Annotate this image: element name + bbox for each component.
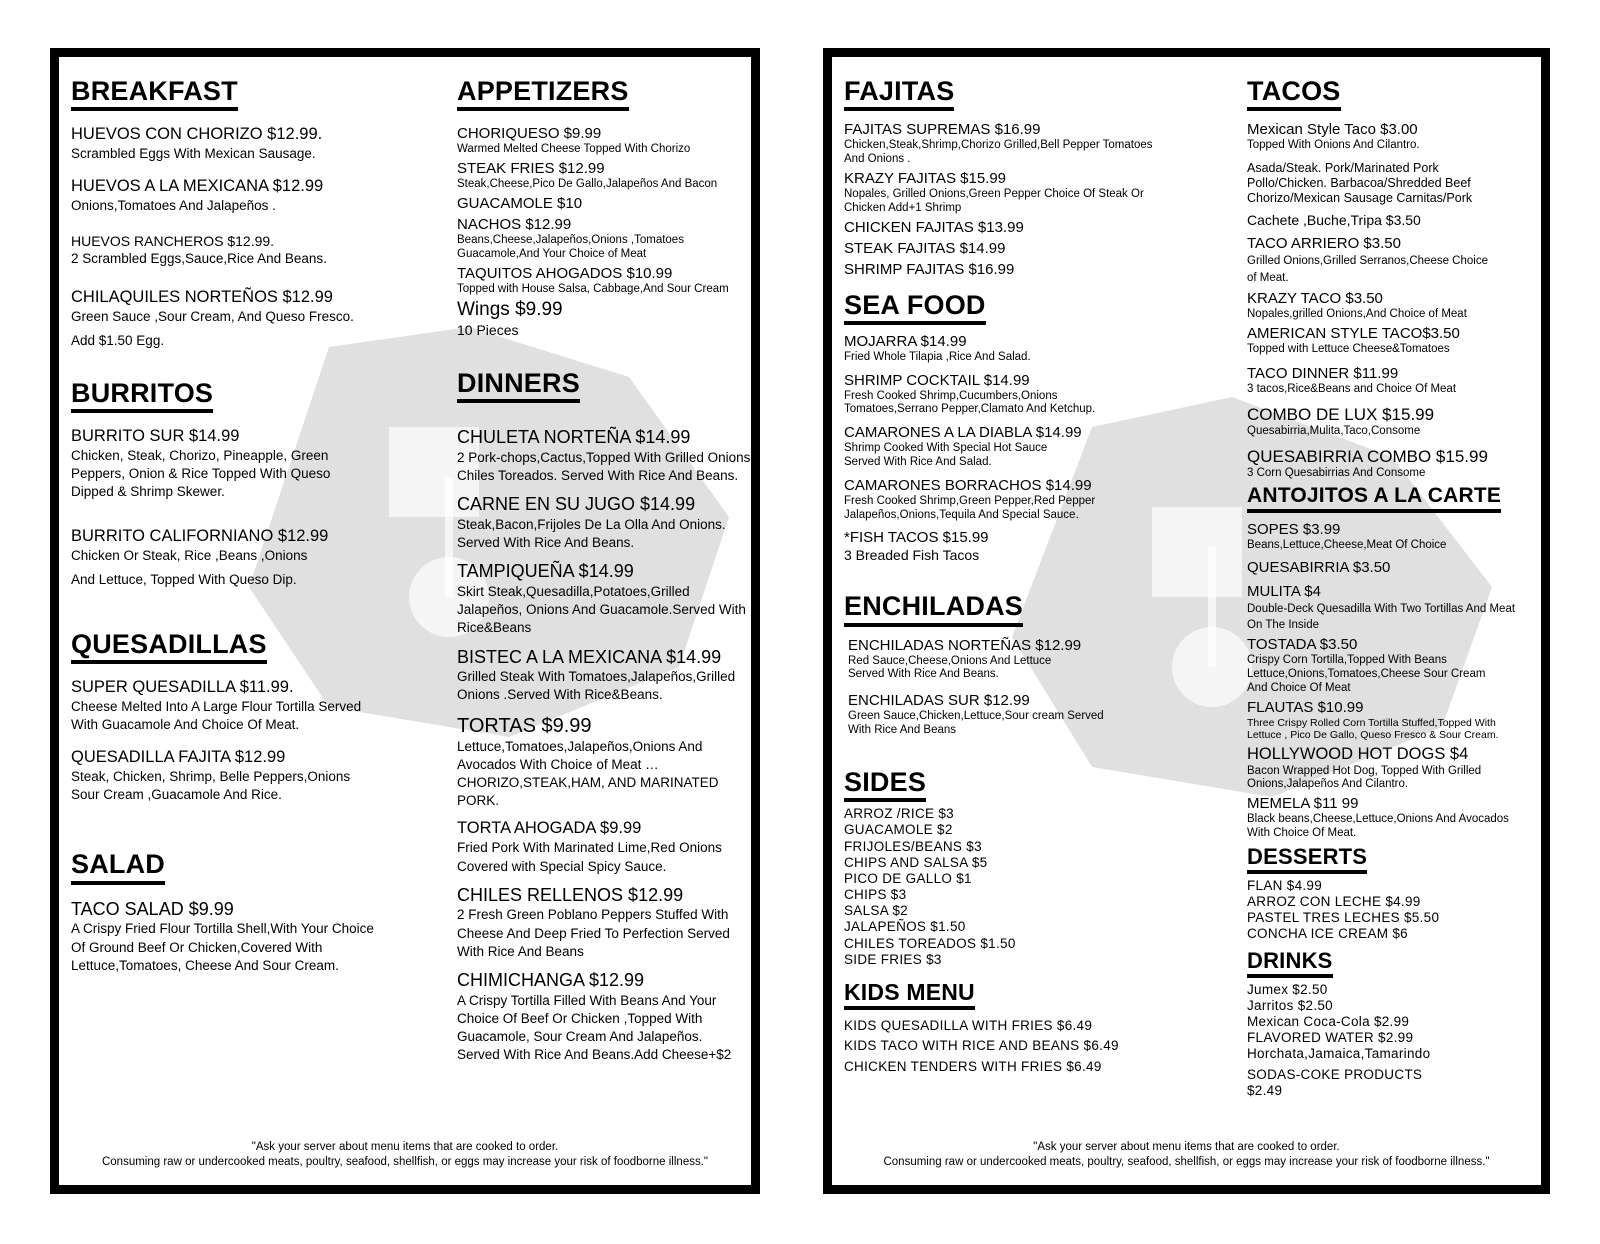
menu-item-name: CAMARONES BORRACHOS $14.99 bbox=[844, 476, 1092, 494]
seafood-section bbox=[844, 291, 1224, 565]
menu-item bbox=[71, 527, 431, 589]
menu-item bbox=[457, 427, 757, 485]
menu-item bbox=[71, 748, 431, 804]
menu-item-desc: Black beans,Cheese,Lettuce,Onions And Avocados With Choice Of Meat. bbox=[1247, 813, 1509, 839]
menu-item-desc: Fresh Cooked Shrimp,Cucumbers,Onions Tomatoes,Serrano Pepper,Clamato And Ketchup. bbox=[844, 389, 1096, 416]
menu-item-name: GUACAMOLE $10 bbox=[457, 194, 583, 212]
menu-item bbox=[848, 637, 1224, 683]
menu-item-desc: Add $1.50 Egg. bbox=[71, 333, 165, 349]
menu-item bbox=[457, 216, 757, 262]
menu-item-desc: Steak,Bacon,Frijoles De La Olla And Onions. Served With Rice And Beans. bbox=[457, 516, 726, 551]
dinners-section bbox=[457, 369, 757, 1065]
menu-item-desc: Steak,Cheese,Pico De Gallo,Jalapeños And Bacon bbox=[457, 178, 718, 191]
menu-item-desc: Bacon Wrapped Hot Dog, Topped With Grilled Onions,Jalapeños And Cilantro. bbox=[1247, 764, 1482, 791]
menu-item bbox=[844, 333, 1224, 365]
enchiladas-section bbox=[844, 592, 1224, 738]
menu-item-name: ENCHILADAS NORTEÑAS $12.99 bbox=[848, 636, 1082, 654]
menu-item-desc: 2 Pork-chops,Cactus,Topped With Grilled Onions Chiles Toreados. Served With Rice And Beans. bbox=[457, 449, 751, 484]
menu-item-desc: Skirt Steak,Quesadilla,Potatoes,Grilled Jalapeños, Onions And Guacamole.Served With Rice&Beans bbox=[457, 583, 746, 636]
menu-item-desc: Green Sauce ,Sour Cream, And Queso Fresco. bbox=[71, 309, 354, 325]
drinks-section bbox=[1247, 949, 1547, 1099]
menu-item bbox=[1247, 447, 1547, 481]
fajitas-section bbox=[844, 77, 1224, 279]
menu-item-desc: A Crispy Fried Flour Tortilla Shell,With Your Choice Of Ground Beef Or Chicken,Covered With Lettuce,Tomatoes, Cheese And Sour Cream. bbox=[71, 921, 374, 973]
section-title-appetizers: APPETIZERS bbox=[457, 77, 629, 111]
section-title-salad: SALAD bbox=[71, 850, 165, 884]
section-title-kids-menu: KIDS MENU bbox=[844, 980, 975, 1010]
menu-item bbox=[844, 529, 1224, 564]
tacos-section bbox=[1247, 77, 1547, 481]
section-title-breakfast: BREAKFAST bbox=[71, 77, 238, 111]
menu-item-name: CHICKEN FAJITAS $13.99 bbox=[844, 218, 1024, 236]
allergy-disclaimer bbox=[59, 1140, 751, 1169]
menu-item-name: TACO ARRIERO $3.50 bbox=[1247, 234, 1401, 252]
menu-item bbox=[1247, 290, 1547, 322]
menu-item-desc: Topped with House Salsa, Cabbage,And Sour Cream bbox=[457, 282, 729, 295]
menu-item-name: CHULETA NORTEÑA $14.99 bbox=[457, 427, 691, 448]
menu-item-name: Wings $9.99 bbox=[457, 299, 563, 321]
menu-item-name: NACHOS $12.99 bbox=[457, 215, 572, 233]
menu-item-desc: 3 tacos,Rice&Beans and Choice Of Meat bbox=[1247, 383, 1457, 396]
list-item: SIDE FRIES $3 bbox=[844, 951, 942, 967]
menu-item-name: HUEVOS RANCHEROS $12.99. bbox=[71, 233, 275, 250]
menu-item-name: SHRIMP FAJITAS $16.99 bbox=[844, 260, 1015, 278]
menu-item-desc: Beans,Cheese,Jalapeños,Onions ,Tomatoes Guacamole,And Your Choice of Meat bbox=[457, 233, 684, 260]
menu-item-name: Cachete ,Buche,Tripa $3.50 bbox=[1247, 212, 1421, 229]
menu-item-desc: Quesabirria,Mulita,Taco,Consome bbox=[1247, 425, 1421, 438]
menu-item-name: TAQUITOS AHOGADOS $10.99 bbox=[457, 264, 673, 282]
menu-item bbox=[1247, 405, 1547, 439]
menu-item bbox=[848, 692, 1224, 738]
menu-item bbox=[457, 160, 757, 192]
menu-item bbox=[1247, 795, 1547, 841]
list-item: $2.49 bbox=[1247, 1082, 1283, 1098]
menu-item-name: KRAZY TACO $3.50 bbox=[1247, 290, 1383, 308]
menu-item bbox=[457, 819, 757, 875]
menu-item bbox=[844, 424, 1224, 470]
list-item: Jumex $2.50 bbox=[1247, 981, 1328, 997]
section-title-enchiladas: ENCHILADAS bbox=[844, 592, 1023, 626]
menu-item bbox=[1247, 699, 1547, 742]
menu-item-name: QUESABIRRIA $3.50 bbox=[1247, 559, 1391, 577]
disclaimer-line: "Ask your server about menu items that are cooked to order. bbox=[1033, 1141, 1340, 1154]
menu-item bbox=[457, 714, 757, 811]
antojitos-section bbox=[1247, 485, 1547, 841]
menu-item-name: STEAK FAJITAS $14.99 bbox=[844, 239, 1006, 257]
burritos-section bbox=[71, 379, 431, 590]
menu-item bbox=[457, 970, 757, 1064]
menu-item bbox=[1247, 583, 1547, 633]
appetizers-section bbox=[457, 77, 757, 339]
menu-item-name: BISTEC A LA MEXICANA $14.99 bbox=[457, 646, 722, 667]
menu-item bbox=[71, 288, 431, 350]
menu-item-desc: Chicken, Steak, Chorizo, Pineapple, Green Peppers, Onion & Rice Topped With Queso Dipped & Shrimp Skewer. bbox=[71, 447, 331, 500]
menu-item bbox=[457, 299, 757, 339]
menu-item-name: QUESADILLA FAJITA $12.99 bbox=[71, 748, 286, 767]
menu-item-desc: Topped With Onions And Cilantro. bbox=[1247, 139, 1420, 152]
menu-item-desc: Chicken Or Steak, Rice ,Beans ,Onions bbox=[71, 548, 308, 564]
list-item: FLAVORED WATER $2.99 bbox=[1247, 1030, 1414, 1046]
menu-item bbox=[457, 494, 757, 552]
section-title-dinners: DINNERS bbox=[457, 369, 580, 403]
menu-item-name: CAMARONES A LA DIABLA $14.99 bbox=[844, 424, 1082, 442]
list-item: SODAS-COKE PRODUCTS bbox=[1247, 1066, 1423, 1082]
list-item: PASTEL TRES LECHES $5.50 bbox=[1247, 910, 1440, 926]
menu-item-desc: Nopales, Grilled Onions,Green Pepper Choice Of Steak Or Chicken Add+1 Shrimp bbox=[844, 187, 1144, 214]
menu-item-desc: Fried Whole Tilapia ,Rice And Salad. bbox=[844, 350, 1031, 363]
menu-item-desc: Chicken,Steak,Shrimp,Chorizo Grilled,Bell Pepper Tomatoes And Onions . bbox=[844, 139, 1153, 166]
menu-item-name: MOJARRA $14.99 bbox=[844, 332, 967, 350]
menu-item-name: QUESABIRRIA COMBO $15.99 bbox=[1247, 447, 1488, 467]
menu-item-desc: And Lettuce, Topped With Queso Dip. bbox=[71, 572, 297, 588]
menu-item-name: CHILAQUILES NORTEÑOS $12.99 bbox=[71, 288, 333, 307]
section-title-drinks: DRINKS bbox=[1247, 949, 1333, 978]
menu-item-name: SHRIMP COCKTAIL $14.99 bbox=[844, 371, 1030, 389]
menu-item-desc: Scrambled Eggs With Mexican Sausage. bbox=[71, 146, 316, 162]
section-title-seafood: SEA FOOD bbox=[844, 291, 986, 325]
menu-item bbox=[1247, 636, 1547, 695]
menu-item-desc: Fresh Cooked Shrimp,Green Pepper,Red Pepper Jalapeños,Onions,Tequila And Special Sauce. bbox=[844, 494, 1096, 521]
menu-item-name: Mexican Style Taco $3.00 bbox=[1247, 121, 1418, 139]
list-item: CHICKEN TENDERS WITH FRIES $6.49 bbox=[844, 1058, 1102, 1074]
menu-item bbox=[844, 477, 1224, 523]
menu-item bbox=[844, 219, 1224, 237]
menu-item-desc: 2 Fresh Green Poblano Peppers Stuffed With Cheese And Deep Fried To Perfection Served With Rice And Beans bbox=[457, 907, 730, 959]
list-item: ARROZ /RICE $3 bbox=[844, 806, 954, 822]
menu-item bbox=[71, 899, 431, 975]
menu-item-desc: 3 Breaded Fish Tacos bbox=[844, 547, 980, 564]
menu-item-desc: Grilled Onions,Grilled Serranos,Cheese Choice of Meat. bbox=[1247, 254, 1488, 285]
menu-item-desc: 3 Corn Quesabirrias And Consome bbox=[1247, 467, 1426, 480]
menu-item-name: COMBO DE LUX $15.99 bbox=[1247, 404, 1435, 424]
section-title-sides: SIDES bbox=[844, 768, 926, 802]
list-item: KIDS TACO WITH RICE AND BEANS $6.49 bbox=[844, 1038, 1119, 1054]
menu-item-name: CHORIQUESO $9.99 bbox=[457, 125, 602, 143]
disclaimer-line: "Ask your server about menu items that are cooked to order. bbox=[251, 1141, 559, 1154]
menu-item-desc: Nopales,grilled Onions,And Choice of Meat bbox=[1247, 308, 1467, 321]
menu-item bbox=[71, 678, 431, 734]
menu-item-name: STEAK FRIES $12.99 bbox=[457, 160, 605, 178]
list-item: CHIPS $3 bbox=[844, 887, 907, 903]
allergy-disclaimer bbox=[832, 1140, 1541, 1169]
menu-item-desc: Crispy Corn Tortilla,Topped With Beans Lettuce,Onions,Tomatoes,Cheese Sour Cream And Choice Of Meat bbox=[1247, 654, 1486, 694]
menu-item-name: TOSTADA $3.50 bbox=[1247, 636, 1358, 654]
section-title-burritos: BURRITOS bbox=[71, 379, 213, 413]
menu-item bbox=[457, 647, 757, 705]
menu-item bbox=[844, 240, 1224, 258]
menu-item-desc: Three Crispy Rolled Corn Tortilla Stuffed,Topped With Lettuce , Pico De Gallo, Queso Fresco & Sour Cream. bbox=[1247, 716, 1499, 742]
sides-section bbox=[844, 768, 1224, 968]
menu-item bbox=[1247, 559, 1547, 577]
menu-item-desc: A Crispy Tortilla Filled With Beans And Your Choice Of Beef Or Chicken ,Topped With Guacamole, Sour Cream And Jalapeños. Served With Rice And Beans.Add Cheese+$2 bbox=[457, 992, 732, 1063]
menu-page-left bbox=[50, 48, 760, 1194]
menu-item-desc: 2 Scrambled Eggs,Sauce,Rice And Beans. bbox=[71, 251, 327, 267]
menu-item-desc: Lettuce,Tomatoes,Jalapeños,Onions And Avocados With Choice of Meat …CHORIZO,STEAK,HAM, AND MARINATED PORK. bbox=[457, 738, 719, 809]
menu-item bbox=[1247, 235, 1547, 288]
menu-item bbox=[457, 195, 757, 213]
quesadillas-section bbox=[71, 630, 431, 805]
drinks-list bbox=[1247, 982, 1547, 1099]
menu-item-name: MULITA $4 bbox=[1247, 583, 1321, 601]
salad-section bbox=[71, 850, 431, 975]
desserts-list bbox=[1247, 878, 1547, 943]
menu-item-desc: Topped with Lettuce Cheese&Tomatoes bbox=[1247, 343, 1450, 356]
menu-item-desc: Warmed Melted Cheese Topped With Chorizo bbox=[457, 143, 691, 156]
menu-item-desc: Beans,Lettuce,Cheese,Meat Of Choice bbox=[1247, 539, 1447, 552]
menu-item-name: TORTAS $9.99 bbox=[457, 714, 592, 737]
menu-item bbox=[1247, 121, 1547, 153]
list-item: GUACAMOLE $2 bbox=[844, 822, 953, 838]
menu-item-desc: Red Sauce,Cheese,Onions And Lettuce Served With Rice And Beans. bbox=[848, 654, 1052, 681]
menu-item-name: KRAZY FAJITAS $15.99 bbox=[844, 169, 1007, 187]
list-item: Mexican Coca-Cola $2.99 bbox=[1247, 1014, 1410, 1030]
section-title-tacos: TACOS bbox=[1247, 77, 1341, 111]
menu-item bbox=[457, 885, 757, 961]
list-item: PICO DE GALLO $1 bbox=[844, 870, 972, 886]
section-title-antojitos: ANTOJITOS A LA CARTE bbox=[1247, 485, 1501, 513]
menu-item-name: SOPES $3.99 bbox=[1247, 521, 1341, 539]
section-title-quesadillas: QUESADILLAS bbox=[71, 630, 267, 664]
list-item: FRIJOLES/BEANS $3 bbox=[844, 838, 982, 854]
list-item: CHIPS AND SALSA $5 bbox=[844, 854, 988, 870]
menu-item-desc: Shrimp Cooked With Special Hot Sauce Served With Rice And Salad. bbox=[844, 442, 1048, 469]
menu-item bbox=[1247, 212, 1547, 229]
list-item: KIDS QUESADILLA WITH FRIES $6.49 bbox=[844, 1018, 1093, 1034]
menu-item bbox=[844, 170, 1224, 216]
list-item: ARROZ CON LECHE $4.99 bbox=[1247, 894, 1421, 910]
menu-item bbox=[1247, 521, 1547, 553]
menu-page-right bbox=[823, 48, 1550, 1194]
menu-item bbox=[71, 177, 431, 215]
menu-item-name: BURRITO SUR $14.99 bbox=[71, 426, 240, 445]
menu-item-desc: Green Sauce,Chicken,Lettuce,Sour cream Served With Rice And Beans bbox=[848, 710, 1104, 736]
menu-item bbox=[844, 261, 1224, 279]
menu-item-name: TACO DINNER $11.99 bbox=[1247, 365, 1399, 383]
menu-item-name: SUPER QUESADILLA $11.99. bbox=[71, 678, 294, 696]
menu-item bbox=[71, 233, 431, 268]
menu-item-desc: Fried Pork With Marinated Lime,Red Onions Covered with Special Spicy Sauce. bbox=[457, 840, 722, 874]
disclaimer-line: Consuming raw or undercooked meats, poultry, seafood, shellfish, or eggs may increase your risk of foodborne illness." bbox=[883, 1155, 1490, 1168]
menu-item bbox=[457, 265, 757, 297]
list-item: CHILES TOREADOS $1.50 bbox=[844, 935, 1016, 951]
menu-item bbox=[1247, 325, 1547, 357]
menu-item-name: FAJITAS SUPREMAS $16.99 bbox=[844, 121, 1041, 139]
menu-item-name: HUEVOS A LA MEXICANA $12.99 bbox=[71, 177, 324, 196]
menu-item-name: HUEVOS CON CHORIZO $12.99. bbox=[71, 125, 323, 144]
breakfast-section bbox=[71, 77, 431, 351]
menu-item-desc: 10 Pieces bbox=[457, 322, 519, 339]
list-item: FLAN $4.99 bbox=[1247, 877, 1323, 893]
menu-item-desc: Double-Deck Quesadilla With Two Tortillas And Meat On The Inside bbox=[1247, 603, 1516, 632]
menu-item-name: ENCHILADAS SUR $12.99 bbox=[848, 692, 1030, 710]
menu-item bbox=[71, 427, 431, 501]
menu-item-name: AMERICAN STYLE TACO$3.50 bbox=[1247, 325, 1460, 343]
menu-item-name: *FISH TACOS $15.99 bbox=[844, 529, 989, 547]
list-item: JALAPEÑOS $1.50 bbox=[844, 919, 966, 935]
menu-item bbox=[844, 372, 1224, 418]
menu-item-name: CHIMICHANGA $12.99 bbox=[457, 969, 645, 990]
menu-item-name: HOLLYWOOD HOT DOGS $4 bbox=[1247, 744, 1469, 763]
menu-item-desc: Onions,Tomatoes And Jalapeños . bbox=[71, 198, 276, 214]
menu-item-name: FLAUTAS $10.99 bbox=[1247, 698, 1364, 716]
list-item: Jarritos $2.50 bbox=[1247, 997, 1333, 1013]
list-item: CONCHA ICE CREAM $6 bbox=[1247, 926, 1408, 942]
list-item: Horchata,Jamaica,Tamarindo bbox=[1247, 1046, 1431, 1062]
menu-item-name: BURRITO CALIFORNIANO $12.99 bbox=[71, 527, 329, 546]
menu-item-name: CARNE EN SU JUGO $14.99 bbox=[457, 494, 696, 515]
menu-item-desc: Asada/Steak. Pork/Marinated Pork Pollo/Chicken. Barbacoa/Shredded Beef Chorizo/Mexican Sausage Carnitas/Pork bbox=[1247, 161, 1473, 206]
menu-item-name: MEMELA $11 99 bbox=[1247, 795, 1359, 813]
section-title-fajitas: FAJITAS bbox=[844, 77, 954, 111]
menu-item bbox=[1247, 365, 1547, 397]
menu-item-desc: Cheese Melted Into A Large Flour Tortilla Served With Guacamole And Choice Of Meat. bbox=[71, 698, 362, 733]
menu-item-name: TAMPIQUEÑA $14.99 bbox=[457, 561, 634, 582]
menu-item bbox=[1247, 161, 1547, 206]
menu-item-name: TORTA AHOGADA $9.99 bbox=[457, 819, 642, 838]
menu-item-name: CHILES RELLENOS $12.99 bbox=[457, 884, 684, 905]
menu-item bbox=[457, 561, 757, 637]
menu-item-desc: Grilled Steak With Tomatoes,Jalapeños,Grilled Onions .Served With Rice&Beans. bbox=[457, 669, 736, 703]
list-item: SALSA $2 bbox=[844, 903, 908, 919]
menu-item bbox=[457, 125, 757, 157]
sides-list bbox=[844, 806, 1224, 968]
desserts-section bbox=[1247, 845, 1547, 943]
kids-menu-list bbox=[844, 1018, 1224, 1075]
kids-menu-section bbox=[844, 980, 1224, 1075]
menu-item bbox=[71, 125, 431, 163]
section-title-desserts: DESSERTS bbox=[1247, 845, 1367, 874]
menu-item bbox=[844, 121, 1224, 167]
menu-item bbox=[1247, 745, 1547, 792]
menu-item-name: TACO SALAD $9.99 bbox=[71, 898, 234, 919]
disclaimer-line: Consuming raw or undercooked meats, poultry, seafood, shellfish, or eggs may increase your risk of foodborne illness." bbox=[101, 1155, 708, 1168]
menu-item-desc: Steak, Chicken, Shrimp, Belle Peppers,Onions Sour Cream ,Guacamole And Rice. bbox=[71, 769, 351, 803]
